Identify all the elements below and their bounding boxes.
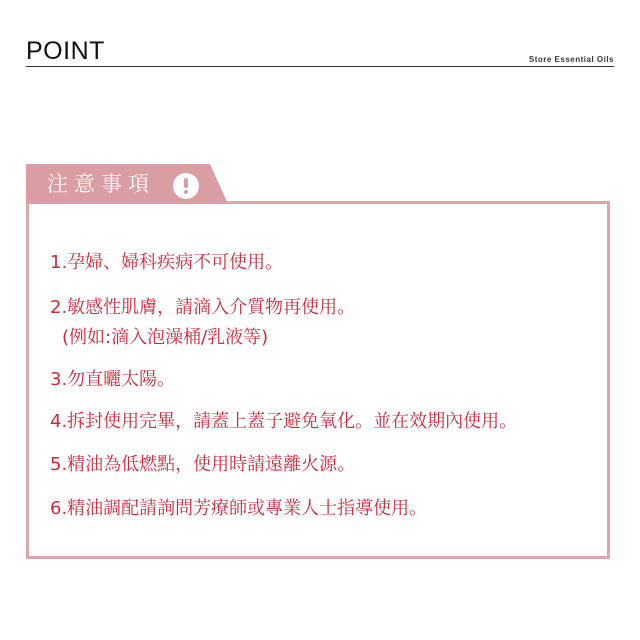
notice-item-3 [50, 365, 175, 395]
notice-item-text: 5.精油為低燃點，使用時請遠離火源。 [50, 454, 356, 475]
notice-item-6 [50, 494, 427, 524]
page-title: POINT [26, 37, 105, 65]
notice-tab-label: 注意事項 [47, 172, 155, 196]
page-subtitle: Store Essential Oils [528, 55, 614, 64]
notice-item-subtext: (例如:滴入泡澡桶/乳液等) [62, 327, 269, 348]
notice-item-text: 4.拆封使用完畢，請蓋上蓋子避免氧化。並在效期內使用。 [50, 411, 518, 432]
notice-item-4 [50, 407, 517, 437]
header-divider [26, 66, 614, 67]
notice-item-text: 2.敏感性肌膚，請滴入介質物再使用。 [50, 297, 356, 318]
notice-item-5 [50, 450, 355, 480]
notice-item-text: 6.精油調配請詢問芳療師或專業人士指導使用。 [50, 498, 428, 519]
warning-exclamation-icon [173, 173, 199, 199]
notice-tab [26, 164, 228, 204]
notice-item-2 [50, 293, 355, 353]
notice-item-text: 3.勿直曬太陽。 [50, 369, 176, 390]
notice-item-1 [50, 248, 283, 278]
notice-item-text: 1.孕婦、婦科疾病不可使用。 [50, 252, 284, 273]
